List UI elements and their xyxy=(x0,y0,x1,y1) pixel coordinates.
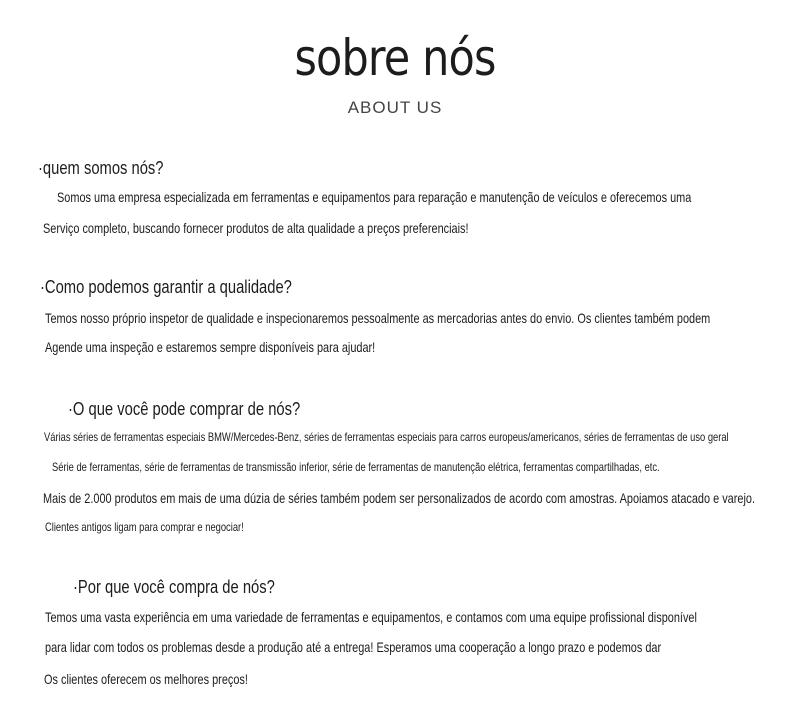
page-subtitle: ABOUT US xyxy=(347,98,443,117)
section-text: Várias séries de ferramentas especiais BMW/Mercedes-Benz, séries de ferramentas especiais para carros europeus/americanos, séries de ferramentas de uso geral xyxy=(44,430,729,444)
section-text: Os clientes oferecem os melhores preços! xyxy=(44,671,248,687)
section-heading: ·quem somos nós? xyxy=(38,158,164,178)
section-text: Agende uma inspeção e estaremos sempre disponíveis para ajudar! xyxy=(45,339,376,355)
section-text: Somos uma empresa especializada em ferramentas e equipamentos para reparação e manutenção de veículos e oferecemos uma xyxy=(57,189,692,205)
section-heading: ·O que você pode comprar de nós? xyxy=(68,399,301,419)
section-heading: ·Como podemos garantir a qualidade? xyxy=(40,277,292,297)
section-text: Temos uma vasta experiência em uma variedade de ferramentas e equipamentos, e contamos com uma equipe profissional disponível xyxy=(45,609,697,625)
section-text: Mais de 2.000 produtos em mais de uma dúzia de séries também podem ser personalizados de acordo com amostras. Apoiamos atacado e varejo. xyxy=(43,490,756,506)
section-heading: ·Por que você compra de nós? xyxy=(73,577,275,597)
section-text: Série de ferramentas, série de ferramentas de transmissão inferior, série de ferramentas de manutenção elétrica, ferramentas compartilhadas, etc. xyxy=(52,460,660,474)
section-text: para lidar com todos os problemas desde a produção até a entrega! Esperamos uma cooperação a longo prazo e podemos dar xyxy=(45,639,662,655)
section-text: Clientes antigos ligam para comprar e negociar! xyxy=(45,520,244,534)
section-text: Temos nosso próprio inspetor de qualidade e inspecionaremos pessoalmente as mercadorias antes do envio. Os clientes também podem xyxy=(45,310,711,326)
section-text: Serviço completo, buscando fornecer produtos de alta qualidade a preços preferenciais! xyxy=(43,220,469,236)
page-title: sobre nós xyxy=(294,29,496,87)
